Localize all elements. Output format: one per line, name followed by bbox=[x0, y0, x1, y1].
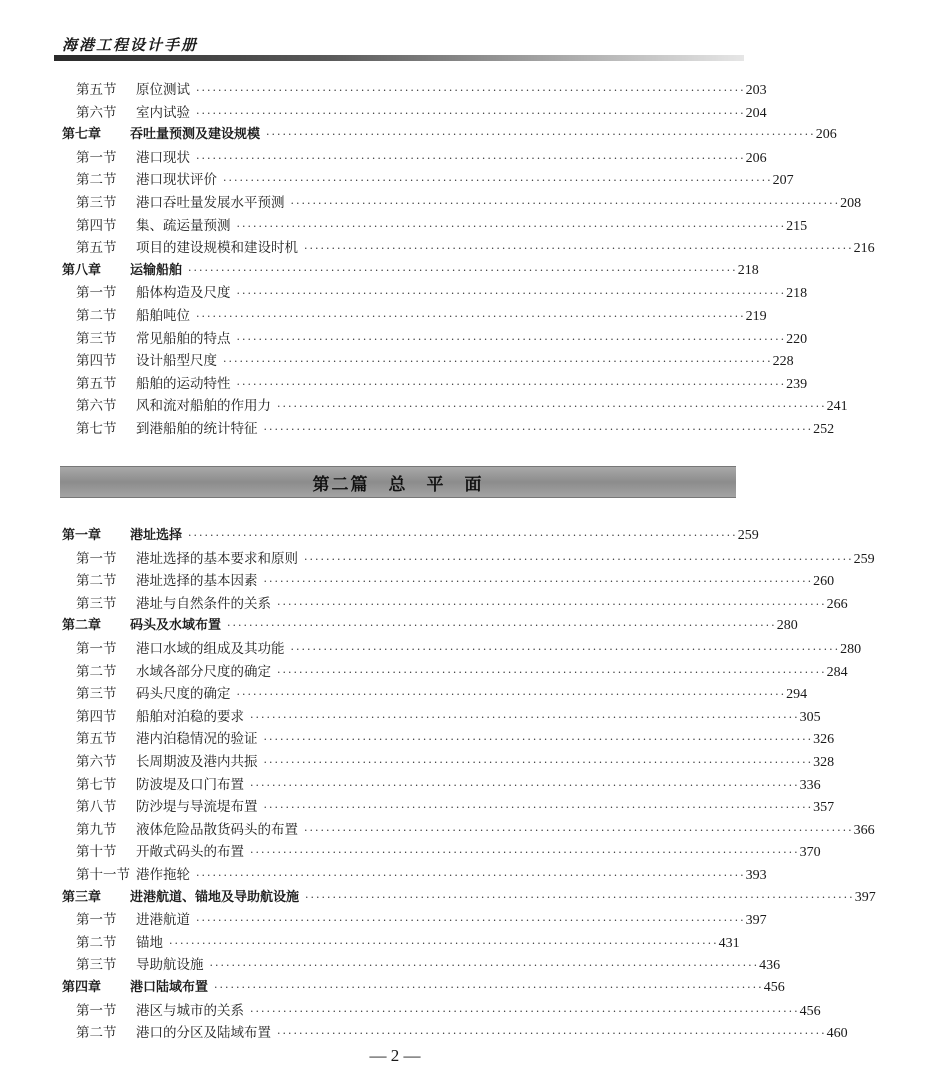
toc-entry-page: 207 bbox=[772, 173, 794, 189]
toc-entry-page: 219 bbox=[745, 309, 767, 324]
toc-entry-title: 港址与自然条件的关系 bbox=[136, 595, 271, 612]
toc-entry-number: 第八节 bbox=[76, 799, 117, 816]
dot-leader: ···································································································· bbox=[250, 778, 800, 792]
toc-entry-title: 集、疏运量预测 bbox=[136, 217, 231, 234]
dot-leader: ···································································································· bbox=[236, 332, 787, 346]
toc-entry-label bbox=[0, 774, 250, 796]
toc-entry-title: 吞吐量预测及建设规模 bbox=[130, 127, 261, 143]
dot-leader: ···································································································· bbox=[250, 1004, 800, 1018]
toc-entry-number: 第六节 bbox=[76, 754, 117, 770]
dot-leader: ···································································································· bbox=[188, 263, 738, 277]
toc-entry-number: 第五节 bbox=[76, 375, 117, 392]
toc-entry-number: 第二节 bbox=[76, 172, 117, 189]
toc-entry-label bbox=[0, 328, 237, 350]
running-header-title: 海港工程设计手册 bbox=[62, 36, 199, 54]
toc-section-row bbox=[0, 593, 848, 615]
toc-entry-title: 港口水域的组成及其功能 bbox=[136, 641, 285, 657]
toc-entry-page: 357 bbox=[813, 800, 835, 816]
toc-entry-page: 456 bbox=[799, 1003, 821, 1019]
toc-section-row bbox=[0, 102, 790, 124]
toc-entry-page: 208 bbox=[840, 196, 862, 211]
toc-entry-title: 开敞式码头的布置 bbox=[136, 844, 244, 861]
toc-entry-page: 218 bbox=[737, 262, 759, 278]
toc-entry-page: 218 bbox=[786, 286, 808, 302]
toc-section-row bbox=[0, 1022, 848, 1044]
dot-leader: ···································································································· bbox=[263, 423, 814, 436]
toc-entry-page: 266 bbox=[826, 596, 848, 612]
toc-entry-number: 第六节 bbox=[76, 398, 117, 415]
toc-entry-page: 436 bbox=[759, 958, 781, 974]
toc-section-row bbox=[0, 661, 848, 683]
dot-leader: ···································································································· bbox=[263, 575, 814, 589]
toc-chapter-row bbox=[0, 615, 798, 637]
toc-section-row bbox=[0, 373, 808, 395]
toc-entry-label bbox=[0, 1022, 277, 1044]
toc-entry-page: 259 bbox=[853, 551, 875, 567]
toc-entry-number: 第十一节 bbox=[76, 867, 130, 883]
toc-entry-number: 第四节 bbox=[76, 353, 117, 370]
toc-entry-title: 港口陆域布置 bbox=[130, 980, 209, 995]
dot-leader: ···································································································· bbox=[214, 981, 764, 994]
toc-entry-page: 336 bbox=[799, 777, 821, 793]
toc-section-row bbox=[0, 350, 794, 372]
toc-entry-title: 长周期波及港内共振 bbox=[136, 754, 258, 770]
toc-entry-page: 203 bbox=[745, 83, 767, 98]
toc-chapter-row bbox=[0, 260, 790, 282]
toc-section-row bbox=[0, 169, 794, 191]
toc-entry-number: 第七节 bbox=[76, 421, 117, 437]
toc-section-row bbox=[0, 864, 790, 886]
toc-entry-page: 260 bbox=[813, 574, 835, 590]
toc-section-row bbox=[0, 328, 808, 350]
toc-entry-title: 港区与城市的关系 bbox=[136, 1002, 244, 1019]
toc-entry-title: 港内泊稳情况的验证 bbox=[136, 731, 258, 748]
toc-entry-label bbox=[0, 864, 196, 886]
toc-entry-label bbox=[0, 706, 250, 728]
dot-leader: ···································································································· bbox=[266, 128, 816, 142]
dot-leader: ···································································································· bbox=[277, 597, 827, 611]
toc-entry-number: 第一节 bbox=[76, 912, 117, 929]
toc-entry-number: 第二节 bbox=[76, 1025, 117, 1042]
toc-entry-title: 港口的分区及陆域布置 bbox=[136, 1025, 271, 1042]
toc-entry-label bbox=[0, 147, 196, 169]
toc-section-row bbox=[0, 215, 808, 237]
toc-entry-number: 第七节 bbox=[76, 776, 117, 793]
toc-entry-label bbox=[0, 751, 264, 773]
toc-chapter-row bbox=[0, 124, 837, 146]
toc-entry-page: 305 bbox=[799, 709, 821, 725]
toc-entry-page: 370 bbox=[799, 845, 821, 861]
dot-leader: ···································································································· bbox=[250, 846, 800, 860]
toc-section-row bbox=[0, 305, 790, 327]
toc-entry-label bbox=[0, 728, 264, 750]
toc-entry-number: 第三节 bbox=[76, 195, 117, 211]
toc-section-row bbox=[0, 638, 862, 660]
toc-entry-page: 206 bbox=[745, 150, 767, 166]
toc-entry-page: 252 bbox=[813, 422, 835, 437]
toc-entry-title: 港口吞吐量发展水平预测 bbox=[136, 195, 285, 211]
toc-entry-number: 第四章 bbox=[62, 980, 102, 995]
toc-section-row bbox=[0, 728, 835, 750]
toc-entry-page: 326 bbox=[813, 732, 835, 748]
toc-section-row bbox=[0, 751, 835, 773]
toc-entry-title: 运输船舶 bbox=[130, 262, 183, 278]
toc-entry-page: 294 bbox=[786, 687, 808, 703]
toc-entry-title: 锚地 bbox=[136, 934, 163, 951]
toc-entry-title: 水域各部分尺度的确定 bbox=[136, 663, 271, 680]
toc-entry-page: 284 bbox=[826, 664, 848, 680]
toc-entry-title: 原位测试 bbox=[136, 82, 190, 98]
toc-entry-number: 第一章 bbox=[62, 528, 102, 543]
toc-chapter-row bbox=[0, 525, 790, 547]
toc-entry-number: 第二节 bbox=[76, 934, 117, 951]
toc-entry-page: 280 bbox=[776, 618, 798, 634]
toc-section-row bbox=[0, 774, 821, 796]
toc-entry-page: 228 bbox=[772, 354, 794, 370]
toc-section-row bbox=[0, 954, 790, 976]
toc-entry-title: 防沙堤与导流堤布置 bbox=[136, 799, 258, 816]
toc-entry-page: 239 bbox=[786, 376, 808, 392]
toc-section-row bbox=[0, 932, 790, 954]
toc-section-row bbox=[0, 147, 790, 169]
dot-leader: ···································································································· bbox=[236, 377, 787, 391]
toc-entry-number: 第四节 bbox=[76, 708, 117, 725]
toc-entry-number: 第六节 bbox=[76, 104, 117, 121]
toc-entry-number: 第二节 bbox=[76, 308, 117, 324]
toc-entry-label bbox=[0, 661, 277, 683]
toc-entry-number: 第十节 bbox=[76, 844, 117, 861]
toc-section-row bbox=[0, 237, 875, 259]
dot-leader: ···································································································· bbox=[223, 174, 773, 188]
toc-entry-page: 397 bbox=[854, 889, 876, 905]
toc-entry-label bbox=[0, 570, 264, 592]
toc-entry-title: 码头及水域布置 bbox=[130, 618, 222, 634]
toc-entry-number: 第八章 bbox=[62, 262, 102, 278]
toc-entry-number: 第三节 bbox=[76, 330, 117, 347]
dot-leader: ···································································································· bbox=[277, 665, 827, 679]
toc-entry-number: 第五节 bbox=[76, 82, 117, 98]
dot-leader: ···································································································· bbox=[188, 529, 738, 542]
toc-entry-title: 风和流对船舶的作用力 bbox=[136, 398, 271, 415]
toc-entry-number: 第五节 bbox=[76, 240, 117, 257]
dot-leader: ···································································································· bbox=[236, 219, 787, 233]
toc-entry-label bbox=[0, 638, 291, 660]
toc-entry-label bbox=[0, 237, 304, 259]
dot-leader: ···································································································· bbox=[196, 310, 746, 323]
toc-entry-title: 常见船舶的特点 bbox=[136, 330, 231, 347]
toc-entry-number: 第二节 bbox=[76, 663, 117, 680]
toc-entry-number: 第五节 bbox=[76, 731, 117, 748]
toc-entry-page: 220 bbox=[786, 331, 808, 347]
dot-leader: ···································································································· bbox=[196, 84, 746, 97]
toc-section-row bbox=[0, 909, 790, 931]
dot-leader: ···································································································· bbox=[169, 936, 719, 950]
part-banner bbox=[60, 466, 736, 498]
toc-entry-number: 第三节 bbox=[76, 595, 117, 612]
dot-leader: ···································································································· bbox=[236, 688, 787, 702]
toc-section-row bbox=[0, 192, 862, 214]
toc-entry-title: 港址选择 bbox=[130, 528, 183, 543]
dot-leader: ···································································································· bbox=[290, 197, 841, 210]
toc-entry-label bbox=[0, 548, 304, 570]
toc-entry-label bbox=[0, 124, 266, 146]
toc-entry-number: 第三节 bbox=[76, 686, 117, 703]
dot-leader: ···································································································· bbox=[290, 643, 841, 656]
toc-entry-page: 431 bbox=[718, 935, 740, 951]
toc-entry-number: 第一节 bbox=[76, 285, 117, 302]
toc-entry-page: 456 bbox=[763, 980, 785, 995]
toc-entry-label bbox=[0, 954, 210, 976]
toc-entry-page: 397 bbox=[745, 913, 767, 929]
toc-entry-label bbox=[0, 887, 305, 909]
toc-entry-title: 港址选择的基本因素 bbox=[136, 573, 258, 590]
toc-section-row bbox=[0, 841, 821, 863]
toc-entry-label bbox=[0, 593, 277, 615]
header-rule bbox=[54, 55, 744, 61]
toc-entry-label bbox=[0, 525, 188, 547]
dot-leader: ···································································································· bbox=[209, 959, 760, 973]
toc-entry-title: 船舶吨位 bbox=[136, 308, 190, 324]
dot-leader: ···································································································· bbox=[263, 801, 814, 815]
page-number: — 2 — bbox=[369, 1046, 421, 1065]
toc-section-row bbox=[0, 395, 848, 417]
toc-chapter-row bbox=[0, 887, 876, 909]
dot-leader: ···································································································· bbox=[196, 869, 746, 882]
toc-entry-title: 船舶的运动特性 bbox=[136, 375, 231, 392]
toc-entry-number: 第三章 bbox=[62, 889, 102, 905]
toc-entry-number: 第一节 bbox=[76, 1002, 117, 1019]
toc-entry-number: 第七章 bbox=[62, 127, 102, 143]
dot-leader: ···································································································· bbox=[250, 710, 800, 724]
toc-entry-title: 液体危险品散货码头的布置 bbox=[136, 821, 298, 838]
toc-entry-label bbox=[0, 169, 223, 191]
toc-entry-page: 216 bbox=[853, 241, 875, 257]
toc-entry-label bbox=[0, 932, 169, 954]
toc-entry-number: 第三节 bbox=[76, 957, 117, 974]
toc-entry-label bbox=[0, 977, 214, 999]
dot-leader: ···································································································· bbox=[305, 890, 855, 904]
toc-section-row bbox=[0, 418, 835, 440]
dot-leader: ···································································································· bbox=[196, 106, 746, 120]
toc-section-row bbox=[0, 548, 875, 570]
toc-entry-page: 460 bbox=[826, 1026, 848, 1042]
toc-entry-number: 第一节 bbox=[76, 149, 117, 166]
toc-entry-label bbox=[0, 909, 196, 931]
toc-entry-label bbox=[0, 683, 237, 705]
toc-entry-page: 215 bbox=[786, 218, 808, 234]
toc-entry-title: 防波堤及口门布置 bbox=[136, 776, 244, 793]
toc-entry-number: 第二章 bbox=[62, 618, 102, 634]
toc-entry-label bbox=[0, 1000, 250, 1022]
toc-entry-label bbox=[0, 305, 196, 327]
toc-entry-page: 206 bbox=[815, 127, 837, 143]
toc-entry-title: 港址选择的基本要求和原则 bbox=[136, 550, 298, 567]
toc-entry-page: 366 bbox=[853, 822, 875, 838]
toc-section-row bbox=[0, 79, 790, 101]
toc-section-row bbox=[0, 706, 821, 728]
toc-entry-label bbox=[0, 841, 250, 863]
toc-entry-label bbox=[0, 615, 227, 637]
toc-entry-page: 280 bbox=[840, 642, 862, 657]
toc-entry-title: 码头尺度的确定 bbox=[136, 686, 231, 703]
toc-entry-title: 项目的建设规模和建设时机 bbox=[136, 240, 298, 257]
toc-entry-label bbox=[0, 350, 223, 372]
dot-leader: ···································································································· bbox=[277, 400, 827, 414]
toc-entry-title: 进港航道 bbox=[136, 912, 190, 929]
toc-entry-number: 第四节 bbox=[76, 217, 117, 234]
toc-section-row bbox=[0, 796, 835, 818]
toc-entry-number: 第九节 bbox=[76, 821, 117, 838]
dot-leader: ···································································································· bbox=[263, 733, 814, 747]
dot-leader: ···································································································· bbox=[304, 242, 854, 256]
toc-entry-title: 室内试验 bbox=[136, 104, 190, 121]
toc-entry-label bbox=[0, 192, 291, 214]
toc-chapter-row bbox=[0, 977, 790, 999]
toc-entry-label bbox=[0, 79, 196, 101]
toc-entry-label bbox=[0, 796, 264, 818]
toc-entry-title: 进港航道、锚地及导助航设施 bbox=[130, 889, 300, 905]
toc-entry-title: 到港船舶的统计特征 bbox=[136, 421, 258, 437]
toc-entry-title: 港口现状 bbox=[136, 149, 190, 166]
toc-entry-label bbox=[0, 395, 277, 417]
toc-entry-title: 港口现状评价 bbox=[136, 172, 217, 189]
toc-entry-page: 393 bbox=[745, 868, 767, 883]
toc-entry-label bbox=[0, 102, 196, 124]
toc-entry-label bbox=[0, 819, 304, 841]
dot-leader: ···································································································· bbox=[277, 1027, 827, 1041]
toc-entry-label bbox=[0, 373, 237, 395]
toc-entry-page: 204 bbox=[745, 105, 767, 121]
toc-entry-page: 328 bbox=[813, 755, 835, 770]
dot-leader: ···································································································· bbox=[304, 823, 854, 837]
dot-leader: ···································································································· bbox=[196, 151, 746, 165]
toc-entry-title: 船体构造及尺度 bbox=[136, 285, 231, 302]
dot-leader: ···································································································· bbox=[263, 756, 814, 769]
dot-leader: ···································································································· bbox=[196, 914, 746, 928]
toc-entry-title: 导助航设施 bbox=[136, 957, 204, 974]
toc-section-row bbox=[0, 683, 808, 705]
toc-entry-page: 241 bbox=[826, 399, 848, 415]
toc-entry-title: 港作拖轮 bbox=[136, 867, 190, 883]
toc-entry-label bbox=[0, 282, 237, 304]
toc-section-row bbox=[0, 1000, 821, 1022]
toc-entry-page: 259 bbox=[737, 528, 759, 543]
toc-entry-title: 设计船型尺度 bbox=[136, 353, 217, 370]
part-title: 第二篇 总 平 面 bbox=[312, 474, 484, 495]
dot-leader: ···································································································· bbox=[304, 552, 854, 566]
toc-entry-label bbox=[0, 418, 264, 440]
toc-entry-label bbox=[0, 260, 188, 282]
toc-entry-number: 第一节 bbox=[76, 550, 117, 567]
dot-leader: ···································································································· bbox=[227, 619, 777, 633]
dot-leader: ···································································································· bbox=[223, 355, 773, 369]
toc-section-row bbox=[0, 570, 835, 592]
toc-entry-number: 第二节 bbox=[76, 573, 117, 590]
dot-leader: ···································································································· bbox=[236, 287, 787, 301]
toc-entry-number: 第一节 bbox=[76, 641, 117, 657]
toc-section-row bbox=[0, 282, 808, 304]
toc-entry-label bbox=[0, 215, 237, 237]
toc-entry-title: 船舶对泊稳的要求 bbox=[136, 708, 244, 725]
toc-section-row bbox=[0, 819, 875, 841]
